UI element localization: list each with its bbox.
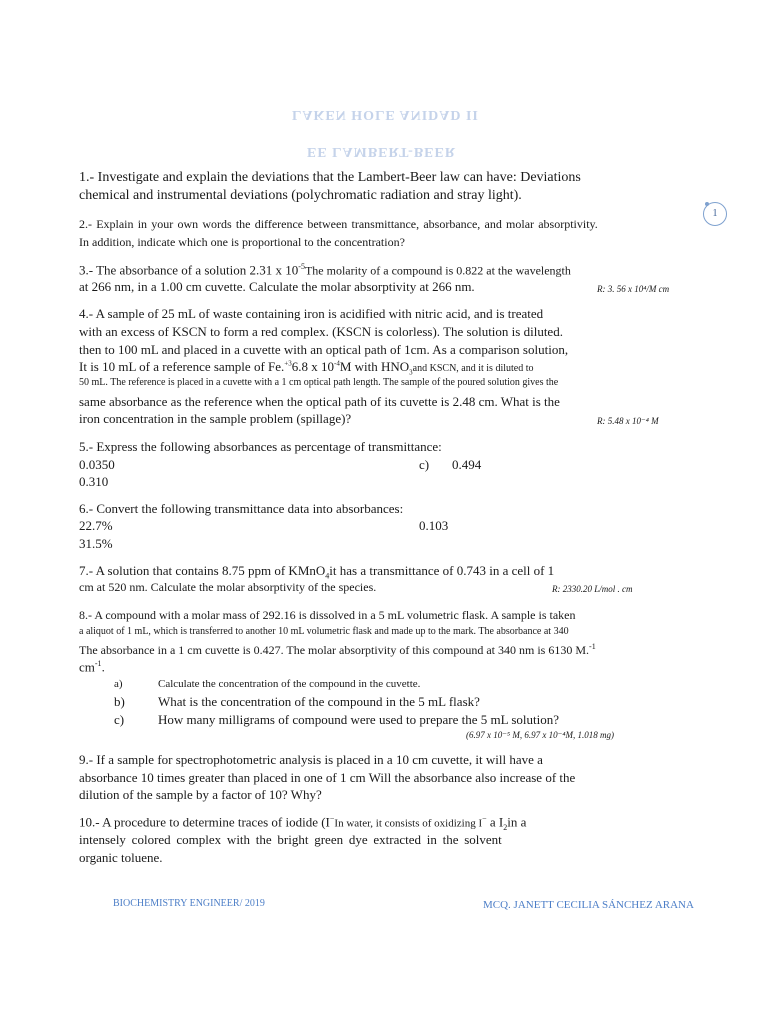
question-3-line-1: 3.- The absorbance of a solution 2.31 x $10^{-5}The$ molarity of a compound is 0.822 at the wavelength: [79, 262, 571, 278]
question-8-line-3: The absorbance in a 1 cm cuvette is 0.427. The molar absorptivity of this compound at 340 nm is 6130 M.$^{-1}$: [79, 642, 596, 657]
question-8-line-1: 8.- A compound with a molar mass of 292.16 is dissolved in a 5 mL volumetric flask. A sample is taken: [79, 608, 576, 622]
question-4-line-6: same absorbance as the reference when the optical path of its cuvette is 2.48 cm. What is the: [79, 394, 560, 409]
question-7-answer: R: 2330.20 L/mol . cm: [552, 584, 633, 594]
question-8-item-a-text: Calculate the concentration of the compound in the cuvette.: [158, 678, 421, 690]
question-9-line-2: absorbance 10 times greater than placed in one of 1 cm Will the absorbance also increase of the: [79, 770, 576, 785]
question-9-line-3: dilution of the sample by a factor of 10? Why?: [79, 787, 322, 802]
question-10-line-1: 10.- A procedure to determine traces of iodide (I−In water, it consists of oxidizing I− a $I_2in$ a: [79, 814, 527, 832]
question-3-answer: R: 3. 56 x 10⁴/M cm: [597, 284, 670, 294]
question-4-answer: R: 5.48 x 10⁻⁴ M: [597, 416, 659, 426]
footer-left-text: BIOCHEMISTRY ENGINEER/ 2019: [113, 898, 265, 909]
question-8-line-4: $cm^{-1}$.: [79, 659, 105, 675]
question-8-answer: (6.97 x 10⁻⁵ M, 6.97 x 10⁻⁴M, 1.018 mg): [466, 730, 614, 740]
question-1-line-2: chemical and instrumental deviations (polychromatic radiation and stray light).: [79, 188, 522, 203]
question-5-value-2: 0.494: [452, 457, 482, 472]
question-5-value-2-label: c): [419, 457, 430, 472]
question-4-line-2: with an excess of KSCN to form a red complex. (KSCN is colorless). The solution is diluted.: [79, 324, 563, 339]
question-2-line-1: 2.- Explain in your own words the difference between transmittance, absorbance, and molar absorptivity.: [79, 217, 598, 231]
question-9-line-1: 9.- If a sample for spectrophotometric analysis is placed in a 10 cm cuvette, it will have a: [79, 752, 543, 767]
question-2-line-2: In addition, indicate which one is proportional to the concentration?: [79, 235, 405, 249]
question-4-line-5: 50 mL. The reference is placed in a cuvette with a 1 cm optical path length. The sample of the poured solution gives the: [79, 377, 559, 388]
question-8-item-c-text: How many milligrams of compound were used to prepare the 5 mL solution?: [158, 712, 559, 727]
faded-header-subtitle: EE LAMBERT-BEER: [307, 144, 456, 159]
question-4-line-4: It is 10 mL of a reference sample of Fe.$^{+3}$6.8 x $10^{-4}M$ with $HNO_3and$ KSCN, and it is diluted to: [79, 359, 534, 377]
question-8-item-a-label: a): [114, 678, 123, 690]
question-8-item-b-label: b): [114, 694, 125, 709]
question-6-value-2: 0.103: [419, 518, 449, 533]
question-8-item-b-text: What is the concentration of the compound in the 5 mL flask?: [158, 694, 480, 709]
question-5-value-1: 0.0350: [79, 457, 115, 472]
question-5-line-1: 5.- Express the following absorbances as percentage of transmittance:: [79, 439, 442, 454]
question-5-value-3: 0.310: [79, 474, 109, 489]
faded-header-title: LAKEN HOLE ANIDAD II: [292, 107, 479, 122]
question-3-line-2: at 266 nm, in a 1.00 cm cuvette. Calculate the molar absorptivity at 266 nm.: [79, 279, 475, 294]
page-number-badge: 1: [703, 202, 727, 226]
question-7-line-2: cm at 520 nm. Calculate the molar absorptivity of the species.: [79, 580, 377, 594]
question-10-line-2: intensely colored complex with the bright green dye extracted in the solvent: [79, 832, 502, 847]
question-4-line-3: then to 100 mL and placed in a cuvette with an optical path of 1cm. As a comparison solution,: [79, 342, 569, 357]
question-6-value-3: 31.5%: [79, 536, 113, 551]
footer-right-author: MCQ. JANETT CECILIA SÁNCHEZ ARANA: [483, 899, 694, 911]
question-6-line-1: 6.- Convert the following transmittance data into absorbances:: [79, 501, 404, 516]
question-8-item-c-label: c): [114, 712, 125, 727]
question-7-line-1: 7.- A solution that contains 8.75 ppm of KMnO$_4$it has a transmittance of 0.743 in a cell of 1: [79, 563, 555, 581]
question-4-line-7: iron concentration in the sample problem (spillage)?: [79, 411, 352, 426]
question-8-line-2: a aliquot of 1 mL, which is transferred to another 10 mL volumetric flask and made up to the mark. The absorbance at 340: [79, 626, 569, 637]
question-1-line-1: 1.- Investigate and explain the deviations that the Lambert-Beer law can have: Deviations: [79, 170, 581, 185]
question-6-value-1: 22.7%: [79, 518, 113, 533]
question-4-line-1: 4.- A sample of 25 mL of waste containing iron is acidified with nitric acid, and is treated: [79, 306, 544, 321]
question-10-line-3: organic toluene.: [79, 850, 163, 865]
